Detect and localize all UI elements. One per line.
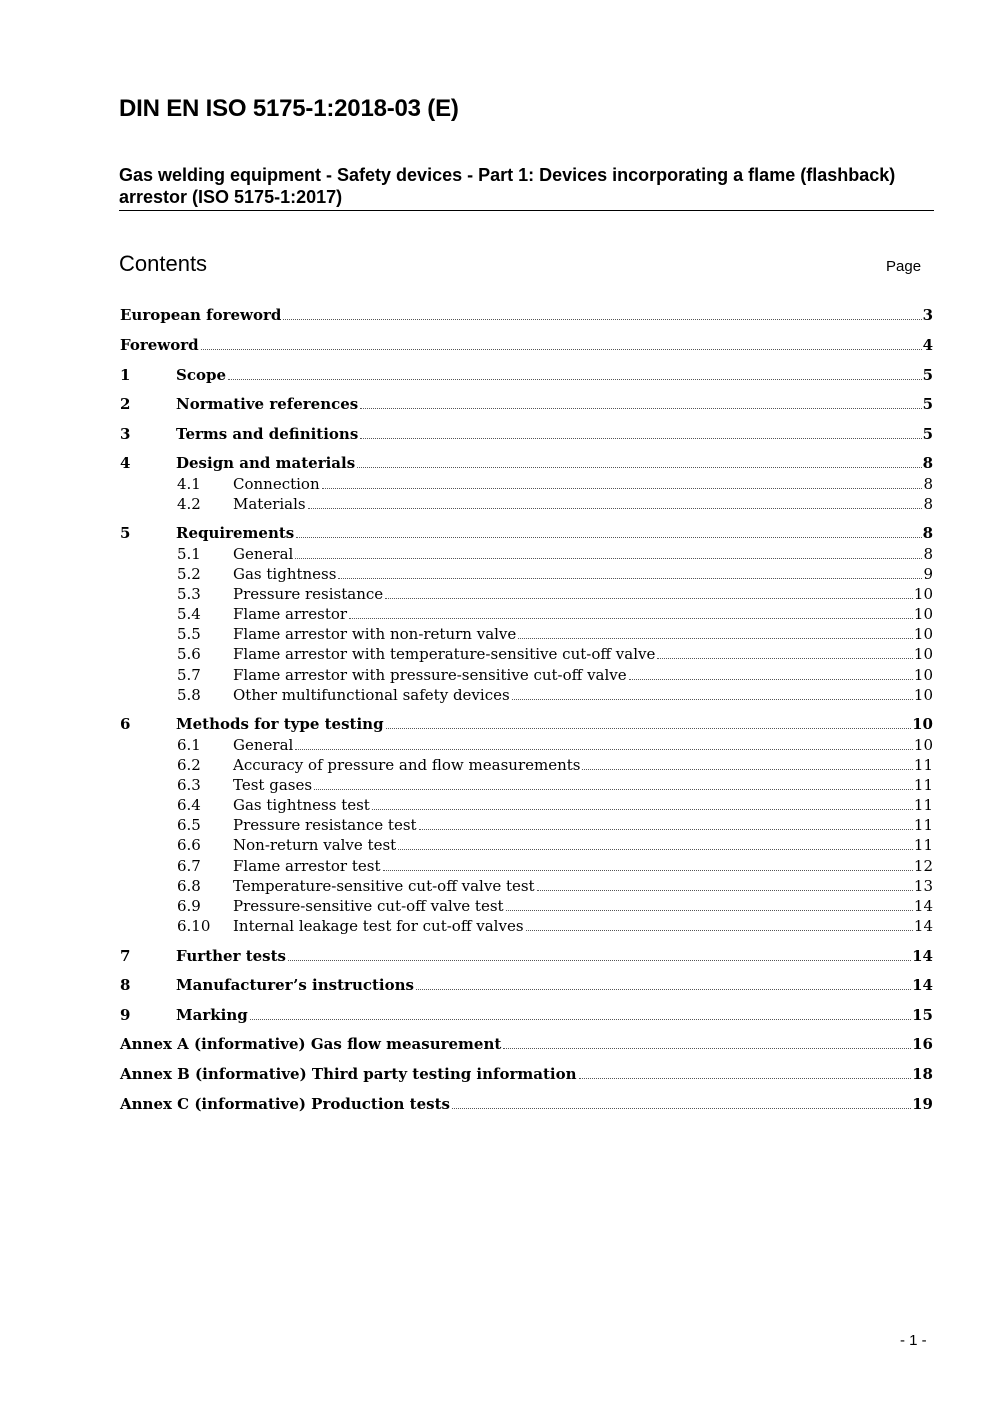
toc-entry-title: Connection: [233, 475, 320, 493]
toc-entry-title: Requirements: [176, 524, 295, 542]
toc-entry[interactable]: [120, 453, 933, 473]
toc-entry[interactable]: [120, 665, 933, 685]
toc-entry[interactable]: [120, 916, 933, 936]
toc-entry[interactable]: [120, 624, 933, 644]
toc-entry-title: General: [233, 545, 294, 563]
toc-entry-page: 10: [913, 666, 933, 684]
toc-entry-number: 5.5: [177, 625, 201, 643]
toc-entry-page: 18: [912, 1065, 933, 1083]
toc-entry-title: European foreword: [120, 306, 282, 324]
toc-entry-page: 10: [913, 585, 933, 603]
toc-entry-page: 19: [912, 1095, 933, 1113]
toc-leader-dots: [322, 487, 923, 489]
toc-entry-title: Foreword: [120, 336, 199, 354]
toc-entry-number: 6.4: [177, 796, 201, 814]
toc-entry-number: 5.4: [177, 605, 201, 623]
toc-entry-page: 12: [913, 857, 933, 875]
toc-entry-page: 8: [923, 475, 933, 493]
toc-entry[interactable]: [120, 335, 933, 355]
toc-leader-dots: [360, 437, 921, 439]
toc-entry-title: Other multifunctional safety devices: [233, 686, 510, 704]
toc-leader-dots: [295, 557, 922, 559]
toc-leader-dots: [512, 698, 913, 700]
toc-entry-page: 11: [913, 756, 933, 774]
toc-leader-dots: [506, 909, 913, 911]
toc-entry-title: General: [233, 736, 294, 754]
toc-entry-number: 5.6: [177, 645, 201, 663]
toc-entry-title: Design and materials: [176, 454, 356, 472]
document-title: Gas welding equipment - Safety devices - Part 1: Devices incorporating a flame (flashback) arrestor (ISO 5175-1:2017): [119, 164, 934, 211]
toc-leader-dots: [582, 768, 912, 770]
toc-entry-number: 5.3: [177, 585, 201, 603]
toc-entry-title: Test gases: [233, 776, 313, 794]
toc-entry[interactable]: [120, 775, 933, 795]
toc-entry-title: Normative references: [176, 395, 359, 413]
toc-entry-number: 4: [120, 454, 131, 472]
toc-leader-dots: [295, 748, 913, 750]
toc-entry[interactable]: [120, 856, 933, 876]
toc-entry-title: Gas tightness test: [233, 796, 370, 814]
toc-entry-number: 4.1: [177, 475, 201, 493]
toc-entry-title: Marking: [176, 1006, 248, 1024]
toc-entry-number: 2: [120, 395, 131, 413]
toc-entry[interactable]: [120, 523, 933, 543]
toc-entry-number: 6.10: [177, 917, 211, 935]
toc-entry-number: 6.6: [177, 836, 201, 854]
toc-leader-dots: [579, 1077, 912, 1079]
toc-entry-page: 10: [913, 645, 933, 663]
toc-entry-page: 5: [922, 366, 933, 384]
toc-entry[interactable]: [120, 604, 933, 624]
toc-entry[interactable]: [120, 424, 933, 444]
toc-leader-dots: [288, 959, 911, 961]
toc-entry-title: Accuracy of pressure and flow measurements: [233, 756, 581, 774]
toc-leader-dots: [357, 466, 921, 468]
toc-leader-dots: [452, 1107, 911, 1109]
toc-entry-title: Annex C (informative) Production tests: [120, 1095, 450, 1113]
toc-entry[interactable]: [120, 714, 933, 734]
toc-entry[interactable]: [120, 685, 933, 705]
toc-entry-number: 6.5: [177, 816, 201, 834]
toc-leader-dots: [296, 536, 921, 538]
toc-entry-title: Further tests: [176, 947, 286, 965]
toc-leader-dots: [338, 577, 922, 579]
toc-entry-number: 6.7: [177, 857, 201, 875]
toc-leader-dots: [308, 507, 923, 509]
toc-entry[interactable]: [120, 815, 933, 835]
toc-entry-title: Manufacturer’s instructions: [176, 976, 414, 994]
toc-entry-page: 10: [913, 605, 933, 623]
toc-entry-number: 6.9: [177, 897, 201, 915]
toc-entry-page: 10: [912, 715, 933, 733]
toc-entry-number: 6.8: [177, 877, 201, 895]
toc-entry-page: 4: [922, 336, 933, 354]
toc-entry-page: 10: [913, 625, 933, 643]
document-designation: DIN EN ISO 5175-1:2018-03 (E): [119, 95, 459, 122]
contents-heading: Contents: [119, 251, 208, 276]
toc-entry-page: 11: [913, 816, 933, 834]
toc-entry-title: Flame arrestor with pressure-sensitive cut-off valve: [233, 666, 627, 684]
toc-leader-dots: [201, 348, 922, 350]
toc-entry-number: 5.2: [177, 565, 201, 583]
toc-entry-page: 14: [912, 947, 933, 965]
toc-entry[interactable]: [120, 876, 933, 896]
toc-entry-number: 1: [120, 366, 131, 384]
toc-leader-dots: [372, 808, 913, 810]
toc-entry-number: 6.3: [177, 776, 201, 794]
toc-leader-dots: [416, 988, 911, 990]
toc-leader-dots: [629, 678, 913, 680]
toc-entry-page: 11: [913, 776, 933, 794]
toc-entry-title: Annex A (informative) Gas flow measurement: [120, 1035, 502, 1053]
toc-leader-dots: [526, 929, 913, 931]
toc-leader-dots: [283, 318, 921, 320]
toc-entry-number: 6: [120, 715, 131, 733]
toc-entry-number: 9: [120, 1006, 131, 1024]
toc-entry-number: 6.1: [177, 736, 201, 754]
toc-entry-page: 11: [913, 796, 933, 814]
toc-leader-dots: [398, 848, 913, 850]
toc-leader-dots: [383, 869, 913, 871]
toc-entry-number: 4.2: [177, 495, 201, 513]
toc-entry-number: 5: [120, 524, 131, 542]
toc-entry-title: Internal leakage test for cut-off valves: [233, 917, 524, 935]
toc-entry[interactable]: [120, 735, 933, 755]
toc-leader-dots: [228, 378, 922, 380]
toc-entry-page: 10: [913, 736, 933, 754]
toc-leader-dots: [518, 637, 913, 639]
toc-entry-title: Flame arrestor: [233, 605, 348, 623]
toc-entry[interactable]: [120, 896, 933, 916]
toc-entry-title: Methods for type testing: [176, 715, 384, 733]
toc-leader-dots: [419, 828, 913, 830]
toc-entry-title: Scope: [176, 366, 227, 384]
toc-leader-dots: [314, 788, 913, 790]
toc-entry-page: 3: [922, 306, 933, 324]
toc-entry-title: Flame arrestor test: [233, 857, 381, 875]
toc-entry-title: Materials: [233, 495, 306, 513]
page-column-label: Page: [886, 258, 922, 275]
toc-entry-title: Pressure resistance test: [233, 816, 417, 834]
toc-entry-number: 3: [120, 425, 131, 443]
toc-entry-page: 11: [913, 836, 933, 854]
toc-entry-page: 13: [913, 877, 933, 895]
toc-entry-page: 8: [923, 495, 933, 513]
toc-leader-dots: [537, 889, 913, 891]
toc-entry-number: 7: [120, 947, 131, 965]
toc-entry[interactable]: [120, 975, 933, 995]
toc-entry-number: 5.7: [177, 666, 201, 684]
toc-entry-page: 14: [913, 897, 933, 915]
toc-entry[interactable]: [120, 644, 933, 664]
toc-entry-page: 5: [922, 425, 933, 443]
toc-entry-title: Flame arrestor with non-return valve: [233, 625, 517, 643]
toc-entry-title: Annex B (informative) Third party testing information: [120, 1065, 577, 1083]
toc-entry[interactable]: [120, 795, 933, 815]
toc-entry-title: Terms and definitions: [176, 425, 359, 443]
toc-entry-number: 5.8: [177, 686, 201, 704]
toc-entry-title: Pressure resistance: [233, 585, 384, 603]
toc-entry-page: 8: [922, 454, 933, 472]
toc-leader-dots: [386, 727, 912, 729]
toc-entry-title: Flame arrestor with temperature-sensitive cut-off valve: [233, 645, 656, 663]
toc-leader-dots: [349, 617, 913, 619]
toc-entry[interactable]: [120, 1094, 933, 1114]
toc-entry[interactable]: [120, 305, 933, 325]
toc-entry[interactable]: [120, 564, 933, 584]
toc-leader-dots: [503, 1047, 911, 1049]
toc-entry[interactable]: [120, 835, 933, 855]
toc-entry-title: Pressure-sensitive cut-off valve test: [233, 897, 504, 915]
toc-leader-dots: [250, 1018, 911, 1020]
toc-entry-page: 5: [922, 395, 933, 413]
toc-entry-page: 14: [913, 917, 933, 935]
page-number: - 1 -: [900, 1332, 927, 1349]
toc-entry-title: Temperature-sensitive cut-off valve test: [233, 877, 535, 895]
toc-entry-title: Non-return valve test: [233, 836, 397, 854]
toc-leader-dots: [657, 657, 913, 659]
toc-entry[interactable]: [120, 584, 933, 604]
toc-entry-title: Gas tightness: [233, 565, 337, 583]
toc-entry[interactable]: [120, 544, 933, 564]
toc-entry-number: 8: [120, 976, 131, 994]
toc-entry[interactable]: [120, 946, 933, 966]
toc-entry[interactable]: [120, 1064, 933, 1084]
toc-entry[interactable]: [120, 365, 933, 385]
toc-entry[interactable]: [120, 394, 933, 414]
toc-entry-page: 8: [923, 545, 933, 563]
toc-entry-number: 5.1: [177, 545, 201, 563]
toc-entry-page: 9: [923, 565, 933, 583]
toc-entry[interactable]: [120, 1005, 933, 1025]
toc-leader-dots: [360, 407, 921, 409]
toc-leader-dots: [385, 597, 913, 599]
toc-entry-page: 8: [922, 524, 933, 542]
toc-entry[interactable]: [120, 755, 933, 775]
toc-entry[interactable]: [120, 1034, 933, 1054]
toc-entry[interactable]: [120, 474, 933, 494]
toc-entry-page: 10: [913, 686, 933, 704]
toc-entry-number: 6.2: [177, 756, 201, 774]
toc-entry-page: 16: [912, 1035, 933, 1053]
toc-entry-page: 14: [912, 976, 933, 994]
toc-entry-page: 15: [912, 1006, 933, 1024]
toc-entry[interactable]: [120, 494, 933, 514]
